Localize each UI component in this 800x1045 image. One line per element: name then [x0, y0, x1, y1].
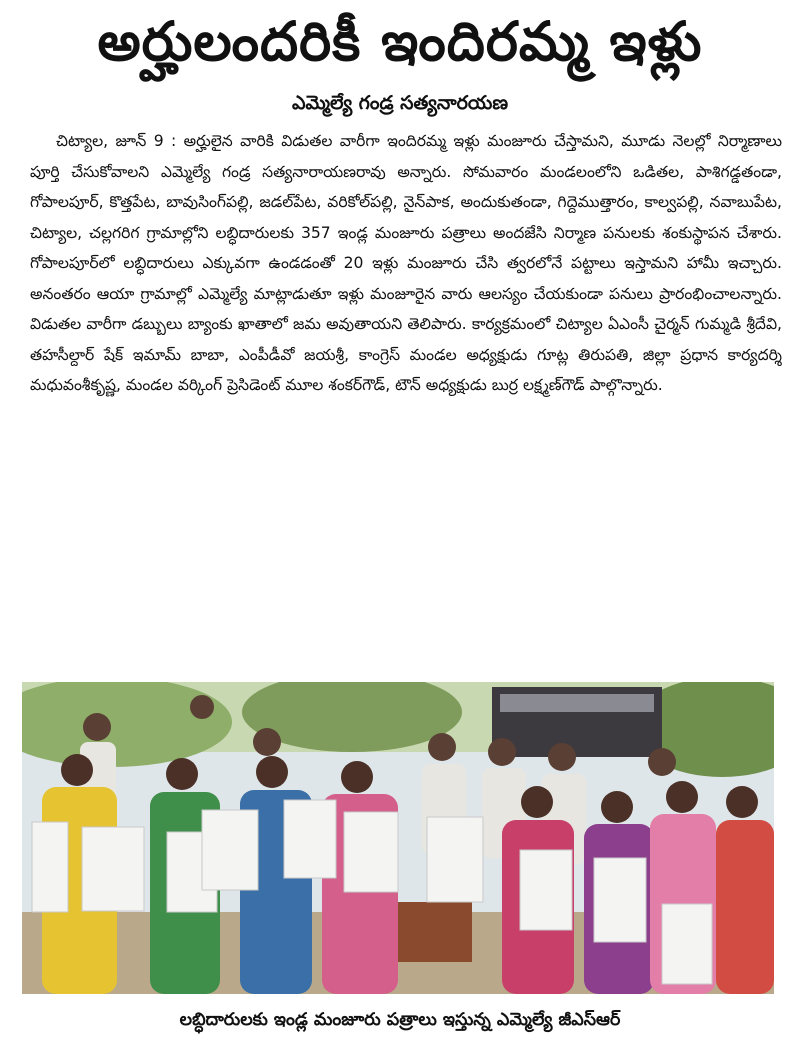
- article-body: [30, 126, 782, 664]
- news-photo: [22, 682, 774, 994]
- photo-caption: లబ్ధిదారులకు ఇండ్ల మంజూరు పత్రాలు ఇస్తున్న ఎమ్మెల్యే జీఎస్ఆర్: [179, 1010, 621, 1030]
- article-paragraph: చిట్యాల, జూన్ 9 : అర్హులైన వారికి విడుతల వారీగా ఇందిరమ్మ ఇళ్లు మంజూరు చేస్తామని, మూడు నెలల్లో నిర్మాణాలు పూర్తి చేసుకోవాలని ఎమ్మెల్యే గండ్ర సత్యనారాయణరావు అన్నారు. సోమవారం మండలంలోని ఒడితల, పాశిగడ్డతండా, గోపాలపూర్, కొత్తపేట, బావుసింగ్‌పల్లి, జడల్‌పేట, వరికోల్‌పల్లి, నైన్‌పాక, అందుకుతండా, గిద్దెముత్తారం, కాల్వపల్లి, నవాబుపేట, చిట్యాల, చల్లగరిగ గ్రామాల్లోని లబ్ధిదారులకు 357 ఇండ్ల మంజూరు పత్రాలు అందజేసి నిర్మాణ పనులకు శంకుస్థాపన చేశారు. గోపాలపూర్‌లో లబ్ధిదారులు ఎక్కువగా ఉండడంతో 20 ఇళ్లు మంజూరు చేసి త్వరలోనే పట్టాలు ఇస్తామని హామీ ఇచ్చారు. అనంతరం ఆయా గ్రామాల్లో ఎమ్మెల్యే మాట్లాడుతూ ఇళ్లు మంజూరైన వారు ఆలస్యం చేయకుండా పనులు ప్రారంభించాలన్నారు. విడుతల వారీగా డబ్బులు బ్యాంకు ఖాతాలో జమ అవుతాయని తెలిపారు. కార్యక్రమంలో చిట్యాల ఏఎంసీ చైర్మన్ గుమ్మడి శ్రీదేవి, తహసీల్దార్ షేక్ ఇమామ్ బాబా, ఎంపీడీవో జయశ్రీ, కాంగ్రెస్ మండల అధ్యక్షుడు గూట్ల తిరుపతి, జిల్లా ప్రధాన కార్యదర్శి మధువంశీకృష్ణ, మండల వర్కింగ్ ప్రెసిడెంట్ మూల శంకర్‌గౌడ్, టౌన్ అధ్యక్షుడు బుర్ర లక్ష్మణ్‌గౌడ్ పాల్గొన్నారు.: [30, 132, 782, 394]
- headline: అర్హులందరికీ ఇందిరమ్మ ఇళ్లు: [97, 10, 703, 73]
- byline: ఎమ్మెల్యే గండ్ర సత్యనారయణ: [291, 92, 509, 114]
